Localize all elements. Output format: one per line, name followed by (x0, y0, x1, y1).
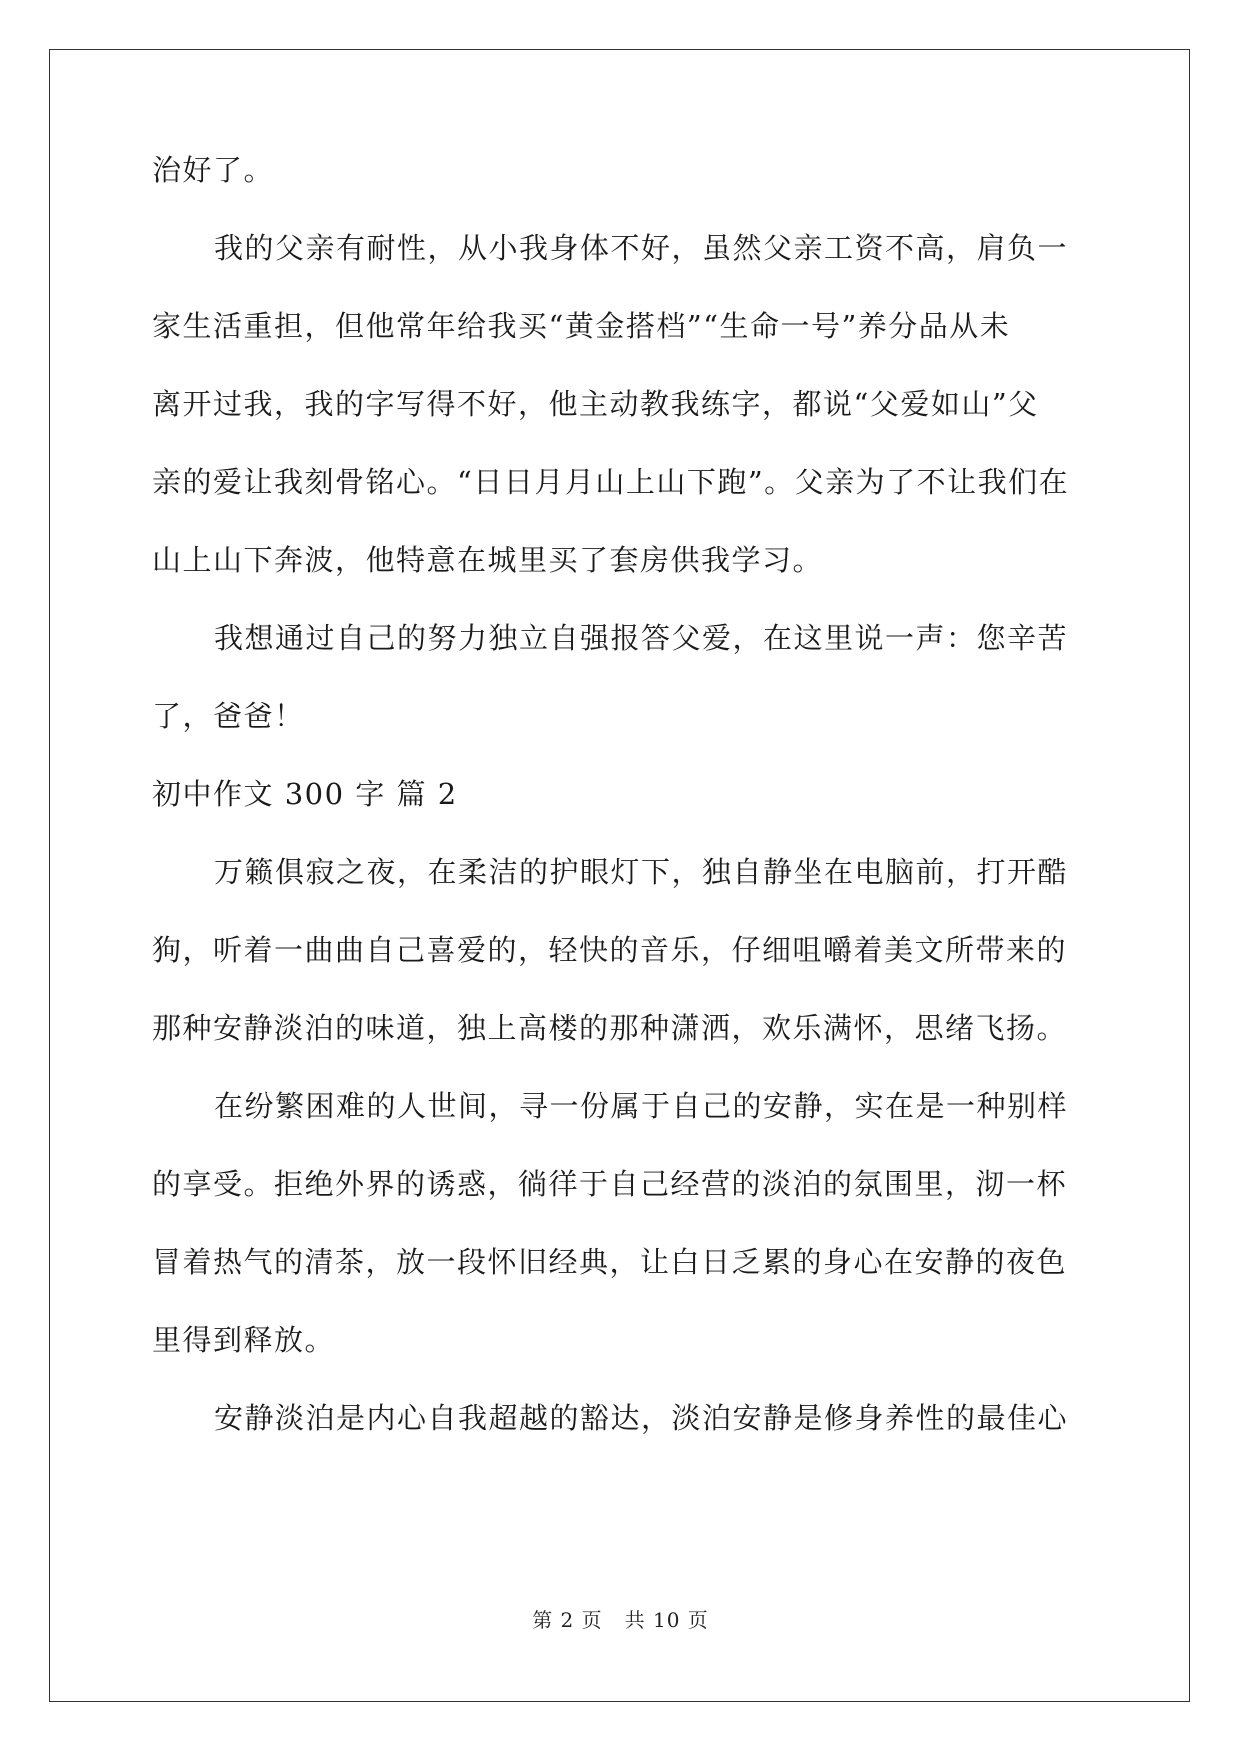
page-number: 第 2 页 (532, 1608, 603, 1632)
text-line: 我想通过自己的努力独立自强报答父爱，在这里说一声：您辛苦 (214, 621, 1069, 655)
text-line: 治好了。 (152, 153, 275, 187)
text-line: 在纷繁困难的人世间，寻一份属于自己的安静，实在是一种别样 (214, 1089, 1069, 1123)
section-heading: 初中作文 300 字 篇 2 (152, 777, 458, 811)
text-line: 里得到释放。 (152, 1323, 336, 1357)
text-line: 的享受。拒绝外界的诱惑，徜徉于自己经营的淡泊的氛围里，沏一杯 (152, 1167, 1068, 1201)
total-pages: 共 10 页 (624, 1608, 709, 1632)
document-body (152, 131, 1092, 1457)
text-line: 那种安静淡泊的味道，独上高楼的那种潇洒，欢乐满怀，思绪飞扬。 (152, 1011, 1068, 1045)
text-line: 离开过我，我的字写得不好，他主动教我练字，都说“父爱如山”父 (152, 387, 1039, 421)
text-line: 冒着热气的清茶，放一段怀旧经典，让白日乏累的身心在安静的夜色 (152, 1245, 1068, 1279)
text-line: 狗，听着一曲曲自己喜爱的，轻快的音乐，仔细咀嚼着美文所带来的 (152, 933, 1068, 967)
text-line: 了，爸爸！ (152, 699, 305, 733)
text-line: 安静淡泊是内心自我超越的豁达，淡泊安静是修身养性的最佳心 (214, 1401, 1069, 1435)
text-line: 山上山下奔波，他特意在城里买了套房供我学习。 (152, 543, 824, 577)
text-line: 我的父亲有耐性，从小我身体不好，虽然父亲工资不高，肩负一 (214, 231, 1069, 265)
page-footer (0, 1604, 1241, 1633)
text-line: 万籁俱寂之夜，在柔洁的护眼灯下，独自静坐在电脑前，打开酷 (214, 855, 1069, 889)
text-line: 家生活重担，但他常年给我买“黄金搭档”“生命一号”养分品从未 (152, 309, 1011, 343)
text-line: 亲的爱让我刻骨铭心。“日日月月山上山下跑”。父亲为了不让我们在 (152, 465, 1070, 499)
